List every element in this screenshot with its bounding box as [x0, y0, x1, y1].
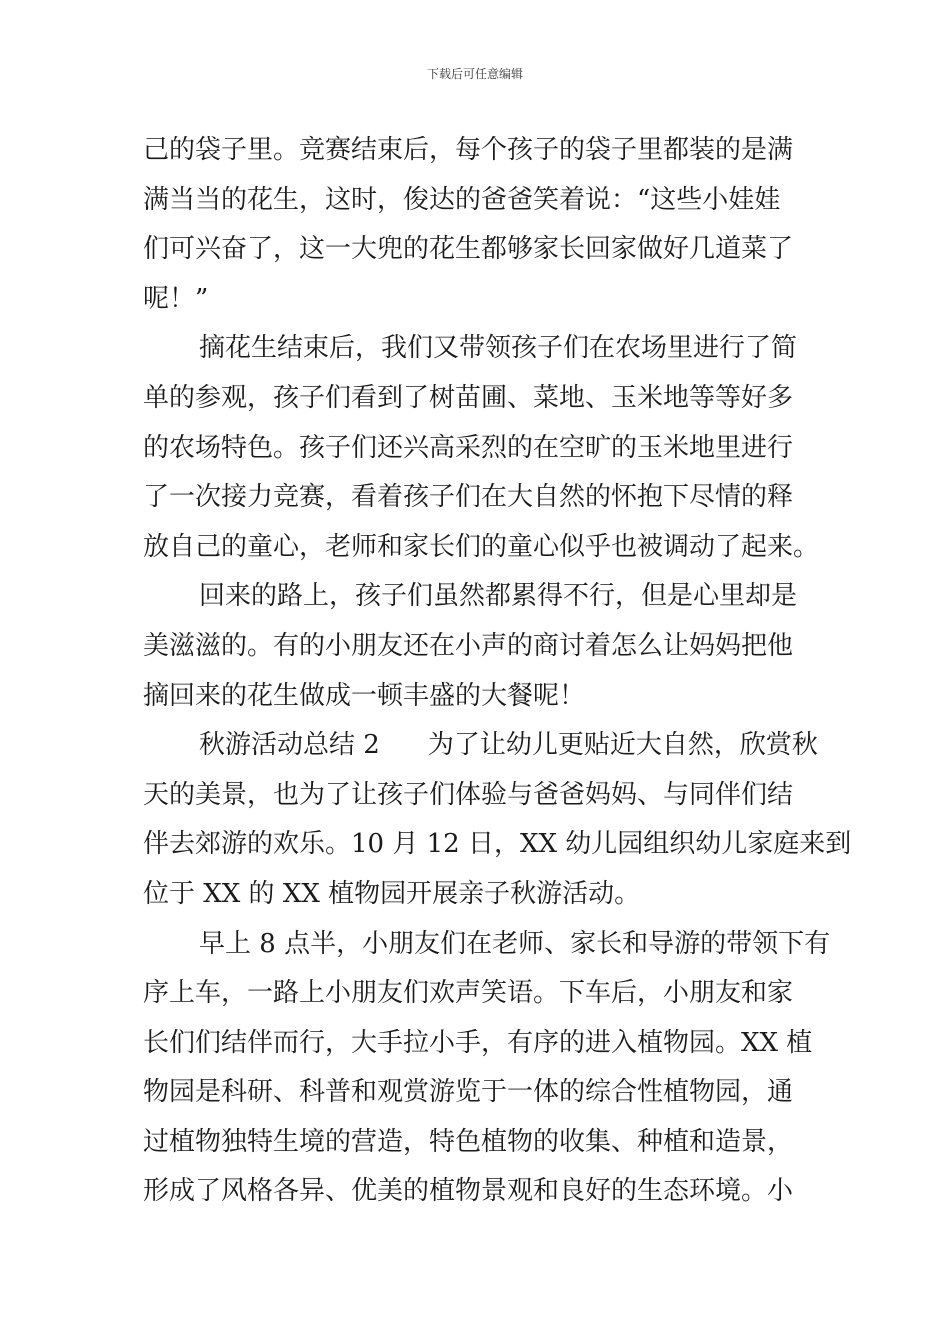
text-line: 位于 XX 的 XX 植物园开展亲子秋游活动。: [143, 878, 641, 909]
text-line: 摘回来的花生做成一顿丰盛的大餐呢！: [143, 680, 586, 711]
text-line: 美滋滋的。有的小朋友还在小声的商讨着怎么让妈妈把他: [143, 630, 794, 661]
text-line: 物园是科研、科普和观赏游览于一体的综合性植物园，通: [143, 1077, 794, 1108]
text-line: 长们们结伴而行，大手拉小手，有序的进入植物园。XX 植: [143, 1027, 813, 1058]
text-line: 己的袋子里。竞赛结束后，每个孩子的袋子里都装的是满: [143, 135, 794, 165]
section-title-line: [143, 721, 818, 771]
text-line: 的农场特色。孩子们还兴高采烈的在空旷的玉米地里进行: [143, 432, 794, 463]
text-line: 单的参观，孩子们看到了树苗圃、菜地、玉米地等等好多: [143, 382, 794, 413]
document-body: [143, 126, 852, 1217]
section-lead-text: 为了让幼儿更贴近大自然，欣赏秋: [427, 730, 818, 761]
text-line: 形成了风格各异、优美的植物景观和良好的生态环境。小: [143, 1176, 794, 1207]
text-line: 过植物独特生境的营造，特色植物的收集、种植和造景，: [143, 1126, 794, 1157]
text-line: 序上车，一路上小朋友们欢声笑语。下车后，小朋友和家: [143, 978, 794, 1009]
paragraph-start-line: 早上 8 点半，小朋友们在老师、家长和导游的带领下有: [199, 928, 831, 959]
text-line: 放自己的童心，老师和家长们的童心似乎也被调动了起来。: [143, 531, 820, 562]
page-header: 下载后可任意编辑: [426, 67, 523, 81]
paragraph-start-line: 回来的路上，孩子们虽然都累得不行，但是心里却是: [199, 581, 798, 612]
text-line: 们可兴奋了，这一大兜的花生都够家长回家做好几道菜了: [143, 234, 794, 265]
text-line: 天的美景，也为了让孩子们体验与爸爸妈妈、与同伴们结: [143, 779, 794, 810]
section-title: 秋游活动总结 2: [199, 730, 380, 761]
paragraph-start-line: 摘花生结束后，我们又带领孩子们在农场里进行了简: [199, 333, 798, 364]
text-line: 呢！”: [143, 283, 209, 314]
text-line: 了一次接力竞赛，看着孩子们在大自然的怀抱下尽情的释: [143, 482, 794, 513]
text-line: 满当当的花生，这时，俊达的爸爸笑着说：“这些小娃娃: [143, 184, 781, 215]
text-line: 伴去郊游的欢乐。10 月 12 日，XX 幼儿园组织幼儿家庭来到: [143, 829, 852, 860]
